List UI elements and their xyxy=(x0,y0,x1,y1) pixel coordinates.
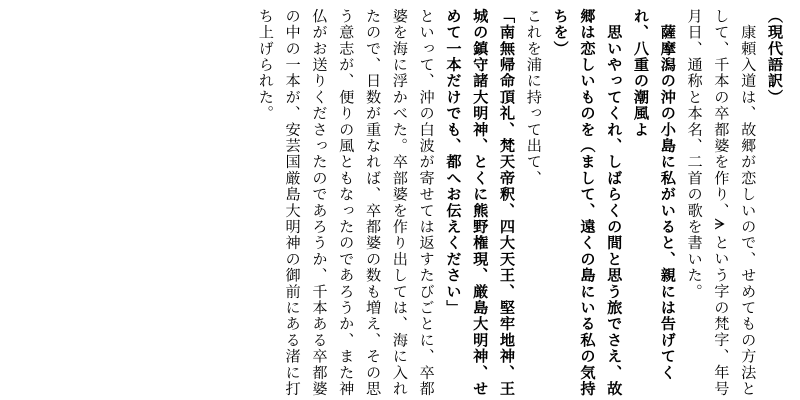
text-line: ち上げられた。 xyxy=(256,8,275,122)
text-line: たので、日数が重なれば、卒都婆の数も増え、その思 xyxy=(364,8,383,397)
prayer-line: 「南無帰命頂礼、梵天帝釈、四大天王、堅牢地神、王 xyxy=(498,8,517,397)
text-line: といって、沖の白波が寄せては返すたびごとに、卒都 xyxy=(417,8,436,397)
poem-line: ちを） xyxy=(551,8,570,57)
section-heading: （現代語訳） xyxy=(766,8,784,106)
prayer-line: 城の鎮守諸大明神、とくに熊野権現、厳島大明神、せ xyxy=(471,8,490,397)
poem-line: れ、八重の潮風よ xyxy=(632,8,651,138)
text-line: の中の一本が、安芸国厳島大明神の御前にある渚に打 xyxy=(283,8,302,397)
text-line: して、千本の卒都婆を作り、ᗒという字の梵字、年号 xyxy=(712,8,731,397)
text-line: これを浦に持って出て、 xyxy=(524,8,543,187)
poem-line: 思いやってくれ、しばらくの間と思う旅でさえ、故 xyxy=(605,8,624,397)
prayer-line: めて一本だけでも、都へお伝えください」 xyxy=(444,8,463,316)
text-line: 月日、通称と本名、二首の歌を書いた。 xyxy=(685,8,704,300)
poem-line: 薩摩潟の沖の小島に私がいると、親には告げてく xyxy=(658,8,677,381)
text-line: 仏がお送りくださったのであろうか、千本ある卒都婆 xyxy=(310,8,329,397)
text-line: 婆を海に浮かべた。卒部婆を作り出しては、海に入れ xyxy=(390,8,409,397)
poem-line: 郷は恋しいものを（まして、遠くの島にいる私の気持 xyxy=(578,8,597,397)
text-line: 康頼入道は、故郷が恋しいので、せめてもの方法と xyxy=(739,8,758,397)
text-line: う意志が、便りの風ともなったのであろうか、また神 xyxy=(337,8,356,397)
